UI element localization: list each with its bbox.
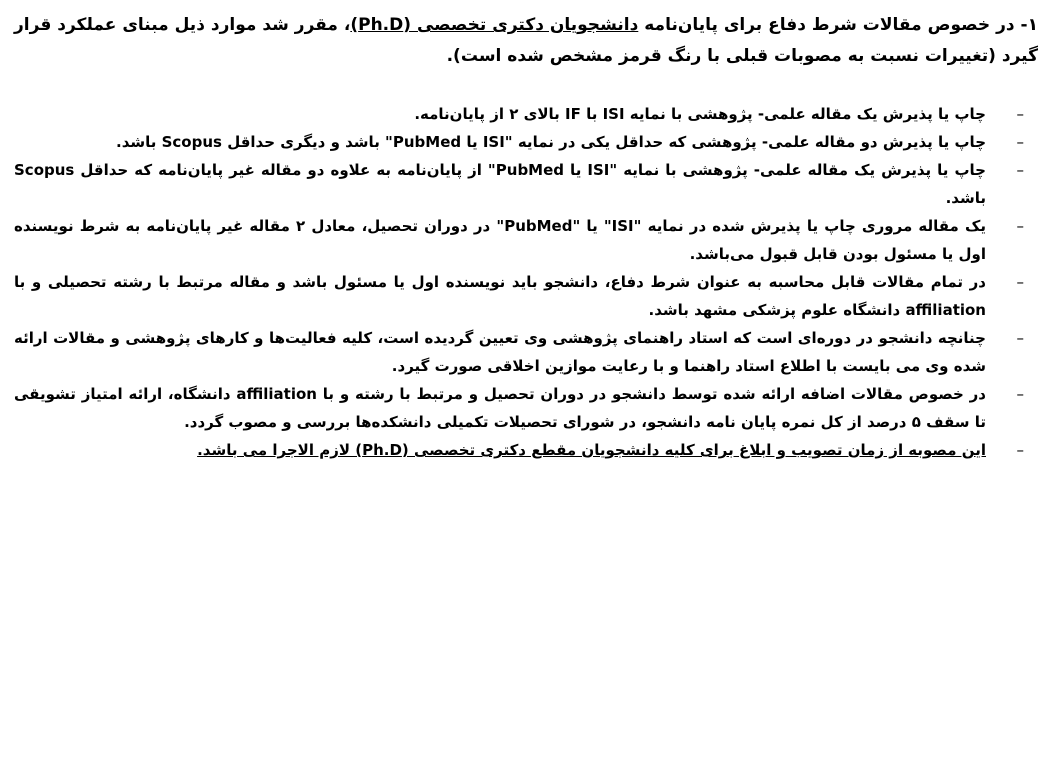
- list-dash: –: [1016, 441, 1024, 459]
- list-item: [14, 128, 1040, 156]
- list-item: [14, 212, 1040, 268]
- list-item-text: در خصوص مقالات اضافه ارائه شده توسط دانشجو در دوران تحصیل و مرتبط با رشته و با affiliation دانشگاه، ارائه امتیاز تشویقی تا سقف ۵ درصد از کل نمره پایان نامه دانشجو، در شورای تحصیلات تکمیلی دانشکده‌ها بررسی و مصوب گردد.: [14, 385, 986, 431]
- list-item: [14, 324, 1040, 380]
- requirements-list: [14, 100, 1040, 464]
- list-item: [14, 156, 1040, 212]
- list-item-text: چاپ یا پذیرش یک مقاله علمی- پژوهشی با نمایه "ISI یا PubMed" از پایان‌نامه به علاوه دو مقاله غیر پایان‌نامه که حداقل Scopus باشد.: [14, 161, 986, 207]
- section-number: ۱: [1027, 15, 1038, 35]
- list-item-text: چاپ یا پذیرش دو مقاله علمی- پژوهشی که حداقل یکی در نمایه "ISI یا PubMed" باشد و دیگری حداقل Scopus باشد.: [116, 133, 986, 151]
- list-item-text: چاپ یا پذیرش یک مقاله علمی- پژوهشی با نمایه ISI با IF بالای ۲ از پایان‌نامه.: [414, 105, 986, 123]
- list-dash: –: [1016, 329, 1024, 347]
- list-item: [14, 436, 1040, 464]
- list-item-text: یک مقاله مروری چاپ یا پذیرش شده در نمایه "ISI" یا "PubMed" در دوران تحصیل، معادل ۲ مقاله غیر پایان‌نامه به شرط نویسنده اول یا مسئول بودن قابل قبول می‌باشد.: [14, 217, 986, 263]
- list-item-text: در تمام مقالات قابل محاسبه به عنوان شرط دفاع، دانشجو باید نویسنده اول یا مسئول باشد و مقاله مرتبط با رشته تحصیلی و با affiliation دانشگاه علوم پزشکی مشهد باشد.: [14, 273, 986, 319]
- list-item-text: چنانچه دانشجو در دوره‌ای است که استاد راهنمای پژوهشی وی تعیین گردیده است، کلیه فعالیت‌ها و کارهای پژوهشی و مقالات ارائه شده وی می بایست با اطلاع استاد راهنما و با رعایت موازین اخلاقی صورت گیرد.: [14, 329, 986, 375]
- list-dash: –: [1016, 385, 1024, 403]
- list-item: [14, 380, 1040, 436]
- list-item: [14, 100, 1040, 128]
- intro-text-part2: ، مقرر شد موارد ذیل مبنای عملکرد قرار گیرد (تغییرات نسبت به مصوبات قبلی با رنگ قرمز مشخص شده است).: [14, 15, 1038, 66]
- list-dash: –: [1016, 161, 1024, 179]
- list-dash: –: [1016, 217, 1024, 235]
- list-dash: –: [1016, 133, 1024, 151]
- document-page: [14, 10, 1040, 464]
- intro-paragraph: [14, 10, 1040, 72]
- list-dash: –: [1016, 105, 1024, 123]
- list-item-text: این مصوبه از زمان تصویب و ابلاغ برای کلیه دانشجویان مقطع دکتری تخصصی (Ph.D) لازم الاجرا می باشد.: [197, 441, 986, 459]
- list-item: [14, 268, 1040, 324]
- intro-underlined-text: دانشجویان دکتری تخصصی (Ph.D): [350, 15, 639, 35]
- intro-text-part1: - در خصوص مقالات شرط دفاع برای پایان‌نامه: [638, 15, 1028, 35]
- list-dash: –: [1016, 273, 1024, 291]
